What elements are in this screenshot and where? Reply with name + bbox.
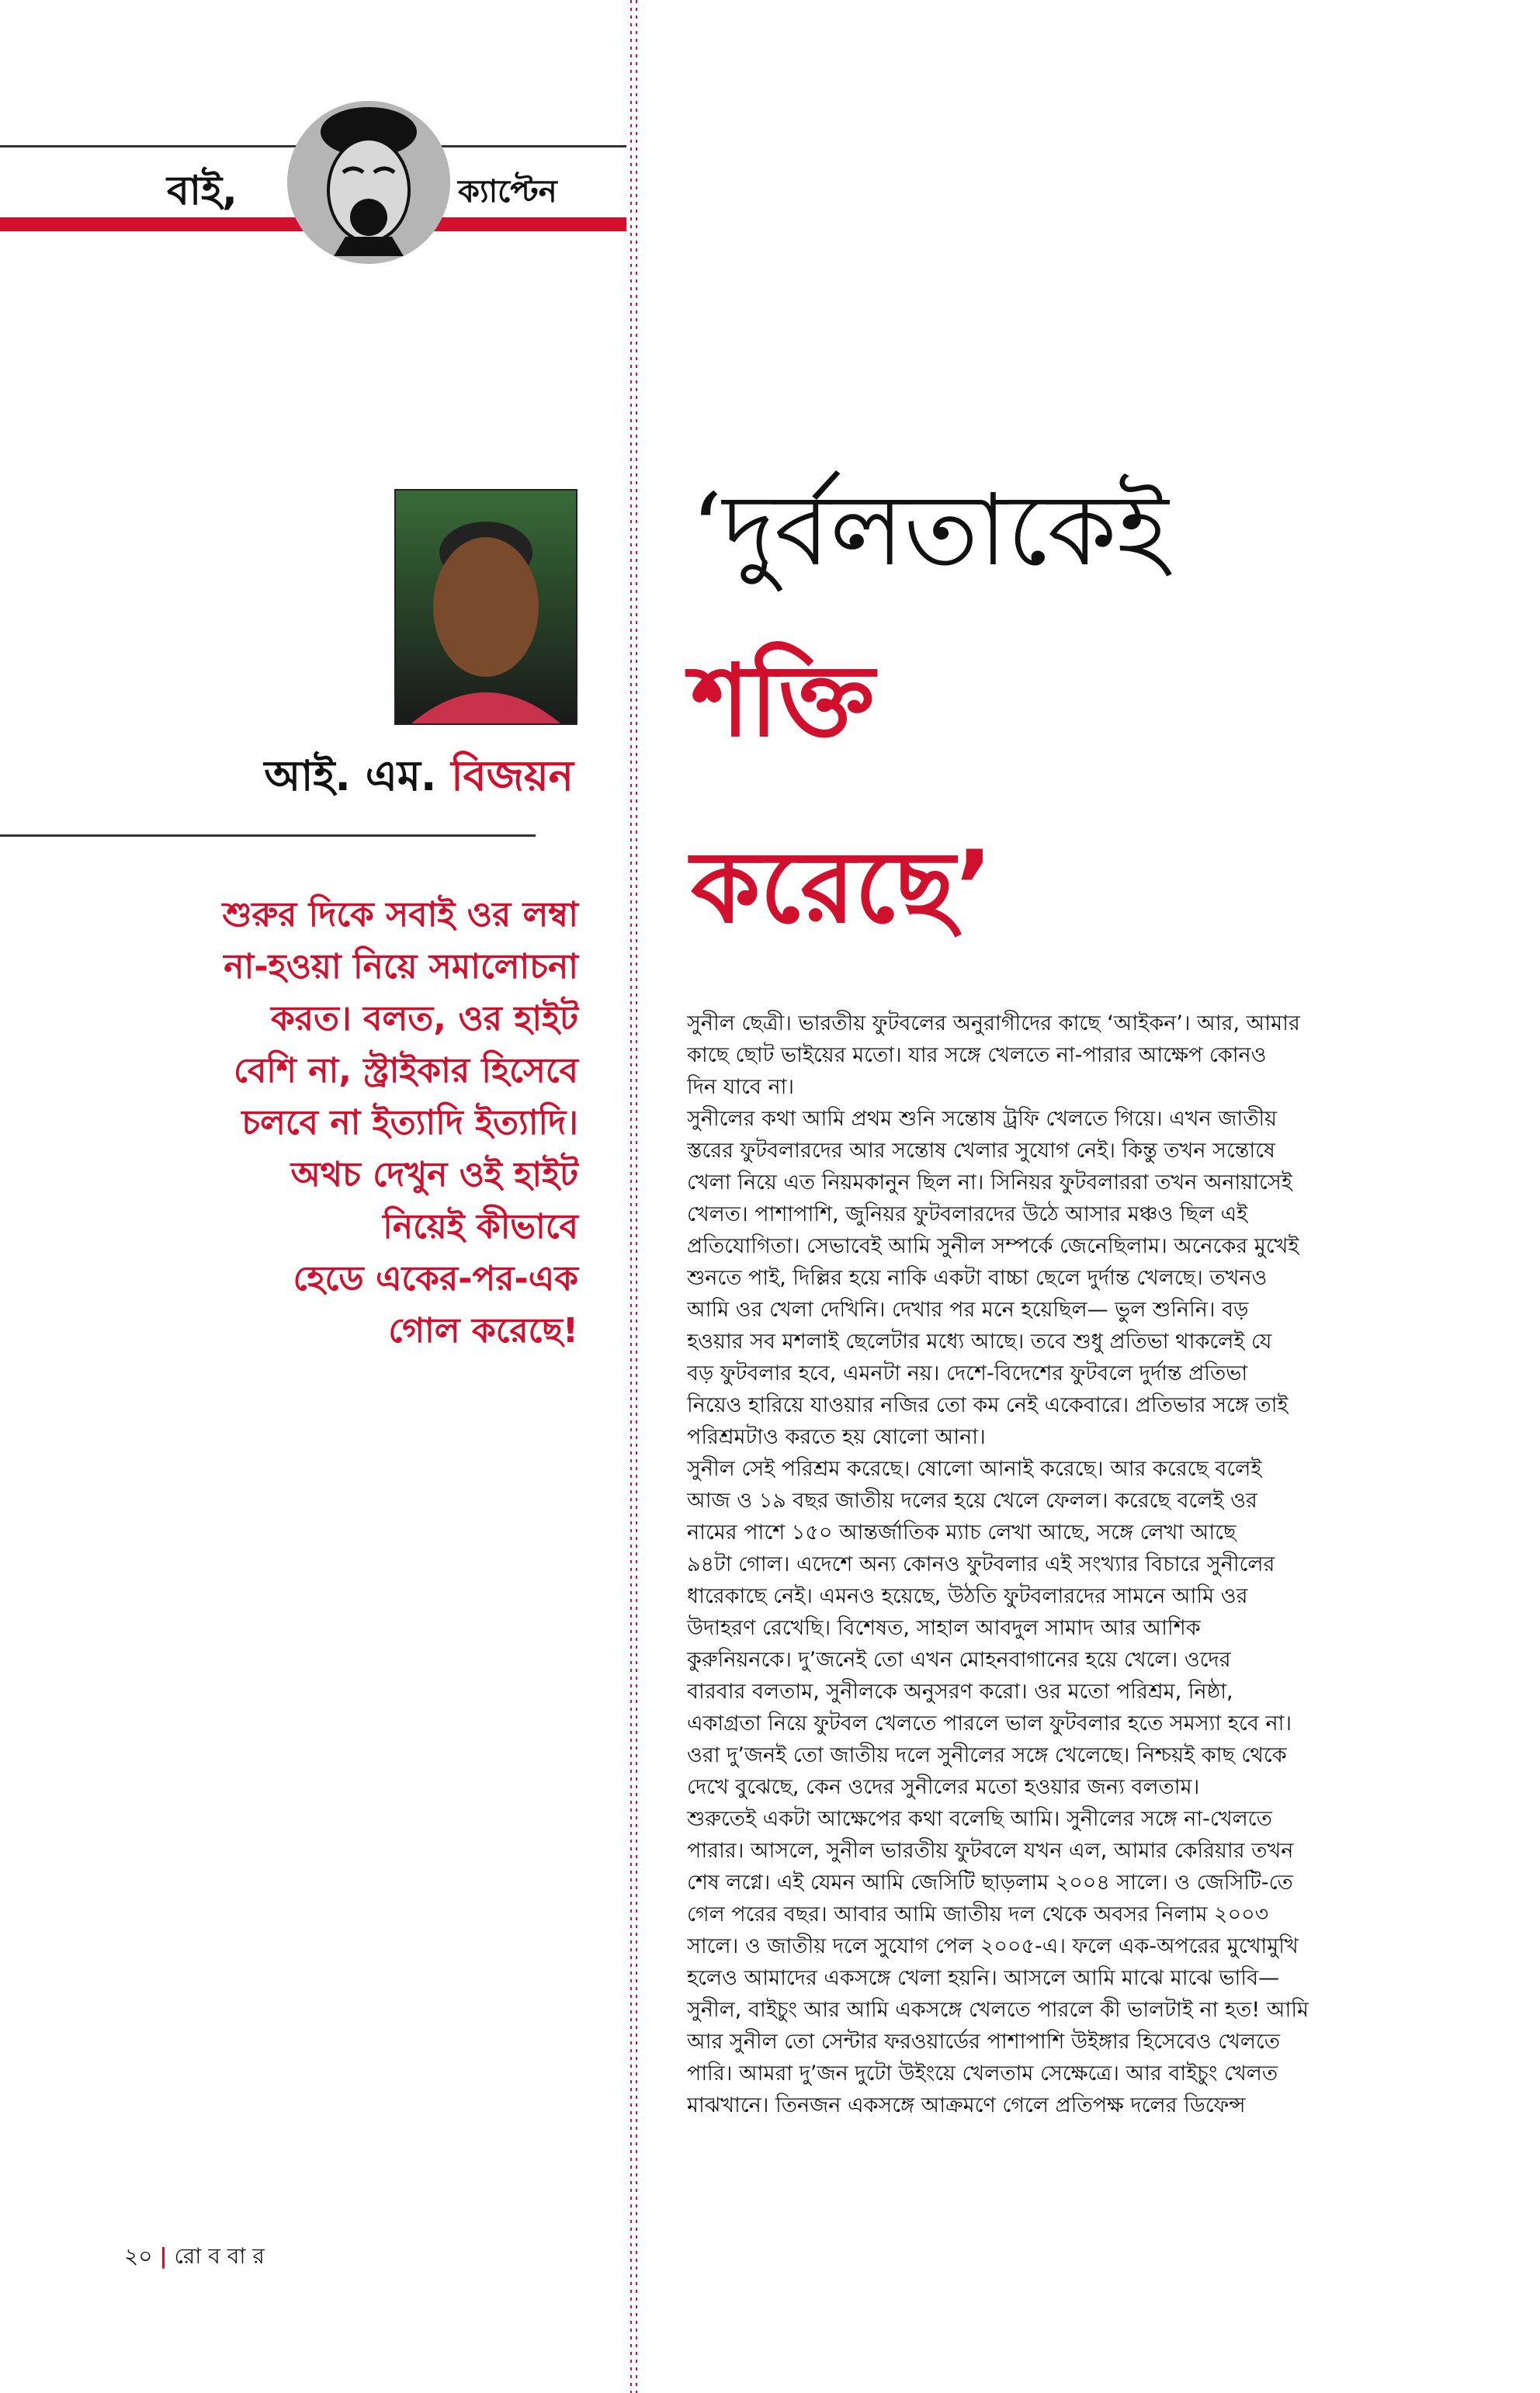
- body-line: খেলা নিয়ে এত নিয়মকানুন ছিল না। সিনিয়র ফুটবলাররা তখন অনায়াসেই: [687, 1170, 1292, 1195]
- body-line: কুরুনিয়নকে। দু’জনেই তো এখন মোহনবাগানের হয়ে খেলে। ওদের: [687, 1648, 1231, 1672]
- body-line: শেষ লগ্নে। এই যেমন আমি জেসিটি ছাড়লাম ২০০৪ সালে। ও জেসিটি-তে: [687, 1871, 1293, 1895]
- body-line: মাঝখানে। তিনজন একসঙ্গে আক্রমণে গেলে প্রতিপক্ষ দলের ডিফেন্স: [687, 2093, 1246, 2117]
- pull-quote: [78, 889, 578, 1357]
- body-line: সুনীল ছেত্রী। ভারতীয় ফুটবলের অনুরাগীদের কাছে ‘আইকন’। আর, আমার: [687, 1011, 1300, 1035]
- headline-line-2: শক্তি: [691, 643, 875, 759]
- pull-quote-line: বেশি না, স্ট্রাইকার হিসেবে: [233, 1051, 578, 1091]
- author-name: বিজয়ন: [451, 751, 574, 800]
- column-title-left: বাই,: [167, 168, 238, 214]
- author-caricature: [287, 101, 450, 264]
- pull-quote-line: চলবে না ইত্যাদি ইত্যাদি।: [241, 1103, 578, 1143]
- body-line: শুনতে পাই, দিল্লির হয়ে নাকি একটা বাচ্চা ছেলে দুর্দান্ত খেলছে। তখনও: [687, 1266, 1268, 1290]
- body-line: গেল পরের বছর। আবার আমি জাতীয় দল থেকে অবসর নিলাম ২০০৩: [687, 1902, 1269, 1927]
- caricature-face-icon: [287, 101, 450, 264]
- pull-quote-line: হেডে একের-পর-এক: [293, 1259, 578, 1299]
- body-line: সুনীলের কথা আমি প্রথম শুনি সন্তোষ ট্রফি খেলতে গিয়ে। এখন জাতীয়: [687, 1107, 1278, 1131]
- body-line: ধারেকাছে নেই। এমনও হয়েছে, উঠতি ফুটবলারদের সামনে আমি ওর: [687, 1584, 1248, 1608]
- body-line: নিয়েও হারিয়ে যাওয়ার নজির তো কম নেই একেবারে। প্রতিভার সঙ্গে তাই: [687, 1393, 1289, 1417]
- body-line: সালে। ও জাতীয় দলে সুযোগ পেল ২০০৫-এ। ফলে এক-অপরের মুখোমুখি: [687, 1934, 1299, 1958]
- body-line: ওরা দু’জনই তো জাতীয় দলে সুনীলের সঙ্গে খেলেছে। নিশ্চয়ই কাছ থেকে: [687, 1743, 1287, 1767]
- body-line: সুনীল, বাইচুং আর আমি একসঙ্গে খেলতে পারলে কী ভালটাই না হত! আমি: [687, 1998, 1309, 2022]
- body-line: আমি ওর খেলা দেখিনি। দেখার পর মনে হয়েছিল— ভুল শুনিনি। বড়: [687, 1298, 1249, 1322]
- body-line: খেলত। পাশাপাশি, জুনিয়র ফুটবলারদের উঠে আসার মঞ্চও ছিল এই: [687, 1202, 1248, 1226]
- body-line: আর সুনীল তো সেন্টার ফরওয়ার্ডের পাশাপাশি উইঙ্গার হিসেবেও খেলতে: [687, 2030, 1281, 2054]
- pull-quote-line: করত। বলত, ওর হাইট: [270, 999, 578, 1039]
- pull-quote-line: নিয়েই কীভাবে: [383, 1207, 578, 1247]
- body-line: দেখে বুঝেছে, কেন ওদের সুনীলের মতো হওয়ার জন্য বলতাম।: [687, 1775, 1200, 1799]
- body-line: প্রতিযোগিতা। সেভাবেই আমি সুনীল সম্পর্কে জেনেছিলাম। অনেকের মুখেই: [687, 1234, 1299, 1258]
- body-line: দিন যাবে না।: [687, 1075, 795, 1099]
- headline-line-1: ‘দুর্বলতাকেই: [691, 473, 1169, 588]
- body-line: পারি। আমরা দু’জন দুটো উইংয়ে খেলতাম সেক্ষেত্রে। আর বাইচুং খেলত: [687, 2062, 1278, 2086]
- column-title-right: ক্যাপ্টেন: [458, 174, 557, 210]
- body-line: একাগ্রতা নিয়ে ফুটবল খেলতে পারলে ভাল ফুটবলার হতে সমস্যা হবে না।: [687, 1712, 1292, 1736]
- article-body: [687, 1007, 1401, 2121]
- body-line: হওয়ার সব মশলাই ছেলেটার মধ্যে আছে। তবে শুধু প্রতিভা থাকলেই যে: [687, 1330, 1272, 1354]
- author-prefix: আই. এম.: [264, 751, 437, 800]
- headline-line-3: করেছে’: [691, 830, 994, 945]
- magazine-name: রো ব বা র: [174, 2243, 265, 2269]
- page-footer: [124, 2239, 265, 2276]
- pull-quote-line: না-হওয়া নিয়ে সমালোচনা: [224, 947, 578, 987]
- footer-separator: |: [159, 2243, 168, 2269]
- author-byline: [264, 744, 574, 813]
- body-line: হলেও আমাদের একসঙ্গে খেলা হয়নি। আসলে আমি মাঝে মাঝে ভাবি—: [687, 1966, 1280, 1990]
- pull-quote-line: শুরুর দিকে সবাই ওর লম্বা: [222, 895, 578, 935]
- body-line: স্তরের ফুটবলারদের আর সন্তোষ খেলার সুযোগ নেই। কিন্তু তখন সন্তোষে: [687, 1139, 1275, 1163]
- body-line: ৯৪টা গোল। এদেশে অন্য কোনও ফুটবলার এই সংখ্যার বিচারে সুনীলের: [687, 1552, 1275, 1576]
- page-number: ২০: [124, 2243, 153, 2269]
- author-photo: [394, 489, 578, 725]
- body-line: নামের পাশে ১৫০ আন্তর্জাতিক ম্যাচ লেখা আছে, সঙ্গে লেখা আছে: [687, 1521, 1237, 1545]
- body-line: কাছে ছোট ভাইয়ের মতো। যার সঙ্গে খেলতে না-পারার আক্ষেপ কোনও: [687, 1043, 1267, 1067]
- body-line: সুনীল সেই পরিশ্রম করেছে। ষোলো আনাই করেছে। আর করেছে বলেই: [687, 1457, 1262, 1481]
- body-line: উদাহরণ রেখেছি। বিশেষত, সাহাল আবদুল সামাদ আর আশিক: [687, 1616, 1201, 1640]
- pull-quote-line: অথচ দেখুন ওই হাইট: [290, 1155, 578, 1195]
- body-line: শুরুতেই একটা আক্ষেপের কথা বলেছি আমি। সুনীলের সঙ্গে না-খেলতে: [687, 1807, 1272, 1831]
- column-divider: [629, 0, 640, 2393]
- body-line: বড় ফুটবলার হবে, এমনটা নয়। দেশে-বিদেশের ফুটবলে দুর্দান্ত প্রতিভা: [687, 1361, 1248, 1386]
- pull-quote-line: গোল করেছে!: [388, 1311, 578, 1351]
- body-line: বারবার বলতাম, সুনীলকে অনুসরণ করো। ওর মতো পরিশ্রম, নিষ্ঠা,: [687, 1680, 1233, 1704]
- body-line: পরিশ্রমটাও করতে হয় ষোলো আনা।: [687, 1425, 986, 1449]
- body-line: আজ ও ১৯ বছর জাতীয় দলের হয়ে খেলে ফেলল। করেছে বলেই ওর: [687, 1489, 1257, 1513]
- byline-rule: [0, 834, 536, 837]
- body-line: পারার। আসলে, সুনীল ভারতীয় ফুটবলে যখন এল, আমার কেরিয়ার তখন: [687, 1839, 1294, 1863]
